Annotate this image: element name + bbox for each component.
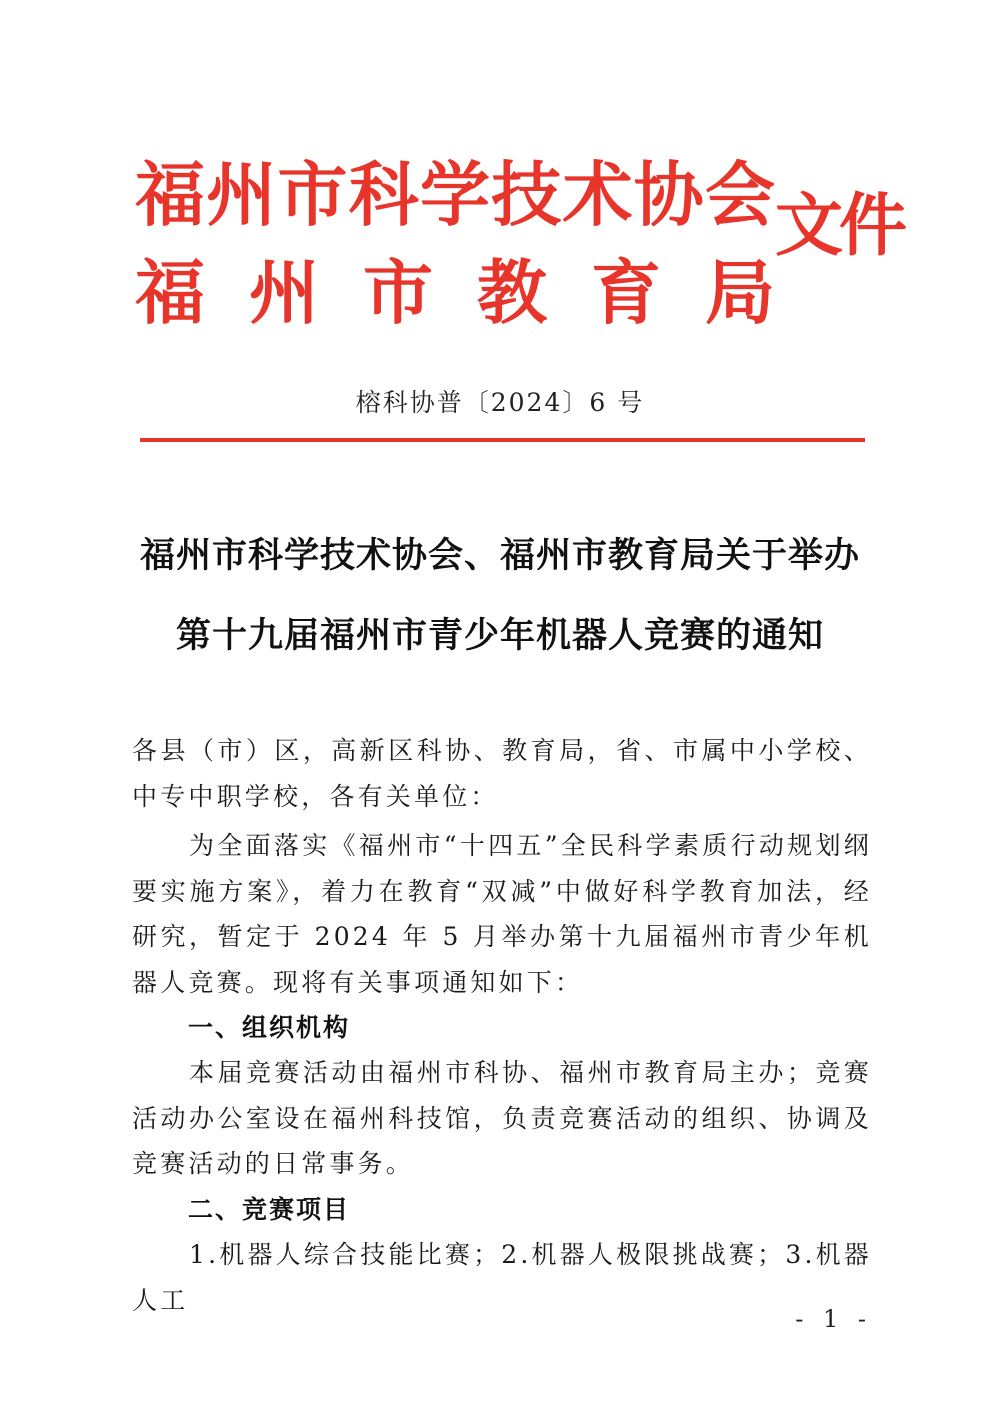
- page-number: - 1 -: [795, 1305, 872, 1333]
- org1-char: 技: [491, 153, 562, 236]
- org2-char: 州: [249, 251, 319, 334]
- document-suffix: 文件: [775, 186, 904, 266]
- section-heading-organization: 一、组织机构: [188, 1013, 351, 1042]
- org2-char: 教: [477, 251, 547, 334]
- org1-char: 会: [705, 153, 775, 236]
- org1-char: 学: [420, 153, 490, 236]
- document-title-line-1: 福州市科学技术协会、福州市教育局关于举办: [139, 535, 860, 576]
- issuing-org-line-2: [135, 251, 775, 334]
- document-number: 榕科协普〔2024〕6 号: [355, 388, 645, 417]
- org1-char: 科: [348, 153, 419, 236]
- document-title-line-2: 第十九届福州市青少年机器人竞赛的通知: [175, 615, 824, 656]
- org2-char: 育: [591, 251, 661, 334]
- org1-char: 市: [277, 153, 348, 236]
- org2-char: 局: [705, 251, 775, 334]
- issuing-org-line-1: [135, 153, 775, 236]
- org1-char: 福: [135, 153, 205, 236]
- org1-char: 协: [633, 153, 704, 236]
- intro-paragraph: 为全面落实《福州市“十四五”全民科学素质行动规划纲要实施方案》，着力在教育“双减”中做好科学教育加法，经研究，暂定于 2024 年 5 月举办第十九届福州市青少年机器人竞赛。现将有关事项通知如下：: [132, 831, 872, 997]
- section-organization-text: 本届竞赛活动由福州市科协、福州市教育局主办；竞赛活动办公室设在福州科技馆，负责竞赛活动的组织、协调及竞赛活动的日常事务。: [132, 1058, 872, 1178]
- red-divider-line: [140, 438, 865, 442]
- org1-char: 州: [206, 153, 277, 236]
- section-heading-competition-items: 二、竞赛项目: [188, 1195, 351, 1224]
- org2-char: 市: [363, 251, 433, 334]
- addressee: 各县（市）区，高新区科协、教育局，省、市属中小学校、中专中职学校，各有关单位：: [132, 736, 872, 811]
- section-competition-items-text: 1.机器人综合技能比赛；2.机器人极限挑战赛；3.机器人工: [132, 1240, 872, 1315]
- org1-char: 术: [562, 153, 633, 236]
- org2-char: 福: [135, 251, 205, 334]
